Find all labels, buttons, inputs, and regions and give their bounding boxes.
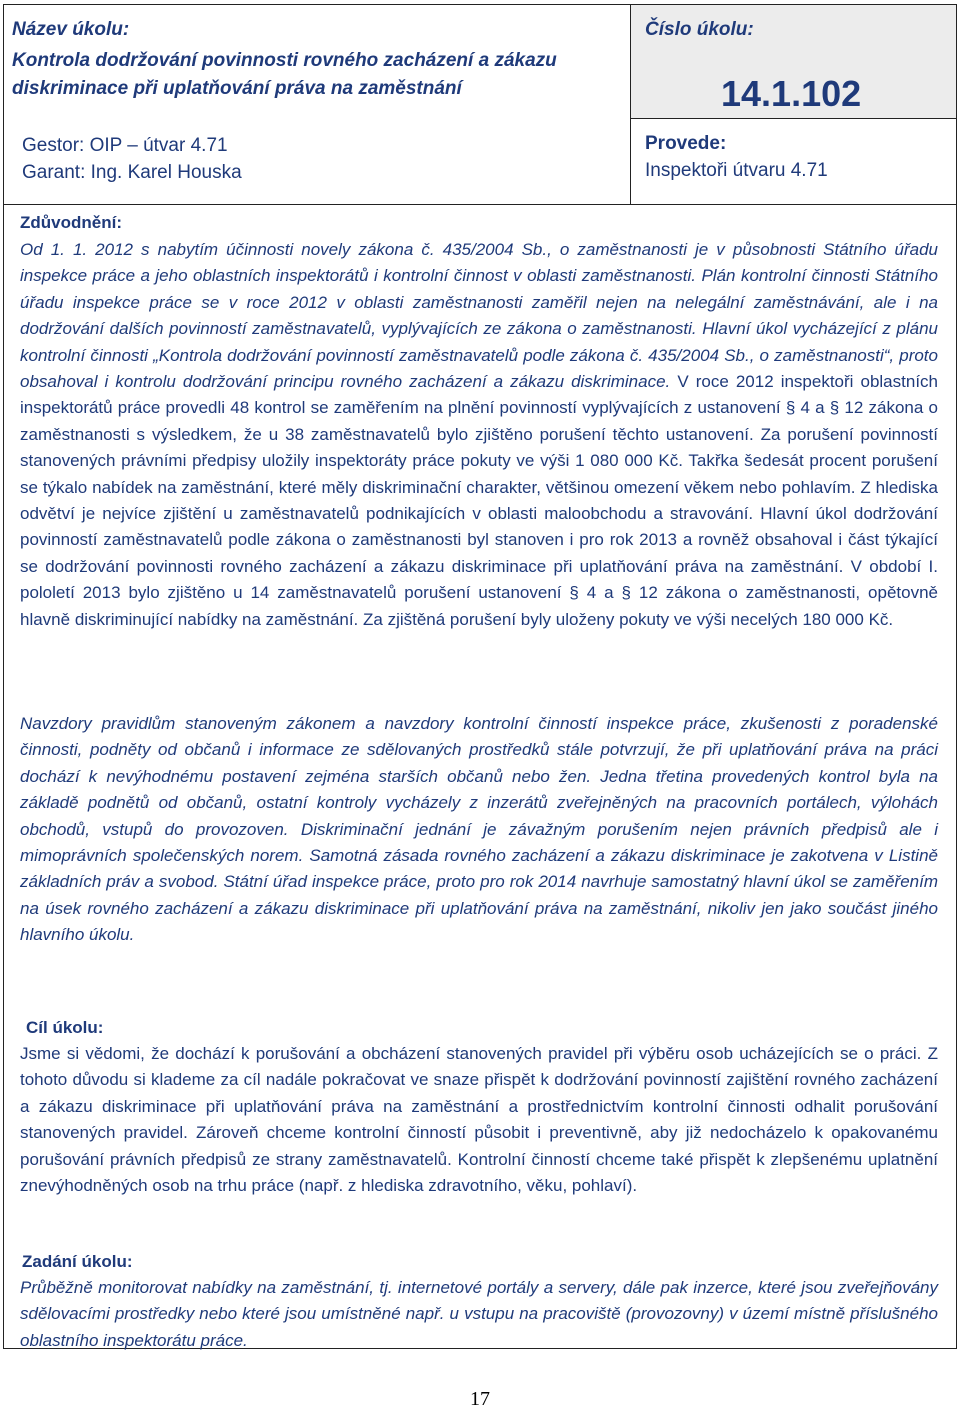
page-number: 17 — [470, 1388, 490, 1410]
zduvodneni-label: Zdůvodnění: — [20, 213, 122, 232]
header-divider — [4, 204, 956, 205]
gestor-text: Gestor: OIP – útvar 4.71 — [22, 135, 228, 156]
zduvodneni-text — [20, 237, 938, 633]
header-right-cell — [631, 5, 956, 204]
task-number: 14.1.102 — [721, 73, 862, 114]
cil-label: Cíl úkolu: — [26, 1018, 104, 1037]
zadani-text: Průběžně monitorovat nabídky na zaměstnání, tj. internetové portály a servery, dále pak inzerce, které jsou zveřejňovány sdělovacími prostředky nebo které jsou umístněné např. u vstupu na pracoviště (provozovny) v území místně příslušného oblastního inspektorátu práce. — [20, 1278, 938, 1350]
cil-text: Jsme si vědomi, že dochází k porušování a obcházení stanovených pravidel při výběru osob ucházejících se o práci. Z tohoto důvodu si klademe za cíl nadále pokračovat ve snaze přispět k dodržování povinností zajištění rovného zacházení a zákazu diskriminace při uplatňování práva na zaměstnání a prostřednictvím kontrolní činnosti odhalit porušování stanovených pravidel. Zároveň chceme kontrolní činností působit i preventivně, aby již nedocházelo k opakovanému porušování právních předpisů ze strany zaměstnavatelů. Kontrolní činností chceme také přispět k zlepšenému uplatnění znevýhodněných osob na trhu práce (např. z hlediska zdravotního, věku, pohlaví). — [20, 1044, 938, 1196]
provede-value: Inspektoři útvaru 4.71 — [645, 160, 828, 181]
title-label: Název úkolu: — [12, 19, 130, 40]
provede-label: Provede: — [645, 133, 727, 154]
garant-text: Garant: Ing. Karel Houska — [22, 162, 242, 183]
header-left-cell — [4, 5, 631, 204]
title-line-2: diskriminace při uplatňování práva na zaměstnání — [12, 78, 462, 99]
zduvodneni-paragraph-2: V roce 2012 inspektoři oblastních inspektorátů práce provedli 48 kontrol se zaměřením na plnění povinností vyplývajících z ustanovení § 4 a § 12 zákona o zaměstnanosti s výsledkem, že u 38 zaměstnavatelů bylo zjištěno porušení těchto ustanovení. Za porušení povinností stanovených právními předpisy uložily inspektoráty práce pokuty ve výši 1 080 000 Kč. Takřka šedesát procent porušení se týkalo nabídek na zaměstnání, které měly diskriminační charakter, většinou omezení věkem nebo pohlavím. Z hlediska odvětví je nejvíce zjištění u zaměstnavatelů podnikajících v oblasti maloobchodu a stravování. Hlavní úkol dodržování povinností zaměstnavatelů podle zákona o zaměstnanosti byl stanoven i pro rok 2013 a rovněž obsahoval i část týkající se dodržování povinnosti rovného zacházení a zákazu diskriminace při uplatňování práva na zaměstnání. V období I. pololetí 2013 bylo zjištěno u 14 zaměstnavatelů porušení ustanovení § 4 a § 12 zákona o zaměstnanosti, opětovně hlavně diskriminující nabídky na zaměstnání. Za zjištěná porušení byly uloženy pokuty ve výši necelých 180 000 Kč. — [20, 372, 938, 629]
task-number-label: Číslo úkolu: — [645, 19, 754, 40]
zduvodneni-paragraph-3: Navzdory pravidlům stanoveným zákonem a navzdory kontrolní činností inspekce práce, zkušenosti z poradenské činnosti, podněty od občanů i informace ze sdělovaných prostředků stále potvrzují, že při uplatňování práva na práci dochází k nevýhodnému postavení zejména starších občanů nebo žen. Jedna třetina provedených kontrol byla na základě podnětů od občanů, ostatní kontroly vycházely z inzerátů zveřejněných na pracovních portálech, výlohách obchodů, vstupů do provozoven. Diskriminační jednání je závažným porušením nejen právních předpisů ale i mimoprávních společenských norem. Samotná zásada rovného zacházení a zákazu diskriminace je zakotvena v Listině základních práv a svobod. Státní úřad inspekce práce, proto pro rok 2014 navrhuje samostatný hlavní úkol se zaměřením na úsek rovného zacházení a zákazu diskriminace při uplatňování práva na zaměstnání, nikoliv jen jako součást jiného hlavního úkolu. — [20, 714, 938, 945]
zadani-label: Zadání úkolu: — [22, 1252, 133, 1271]
title-line-1: Kontrola dodržování povinnosti rovného zacházení a zákazu — [12, 50, 557, 71]
zduvodneni-paragraph-1: Od 1. 1. 2012 s nabytím účinnosti novely zákona č. 435/2004 Sb., o zaměstnanosti je v působnosti Státního úřadu inspekce práce a jeho oblastních inspektorátů i kontrolní činnost v oblasti zaměstnanosti. Plán kontrolní činnosti Státního úřadu inspekce práce se v roce 2012 v oblasti zaměstnanosti zaměřil nejen na nelegální zaměstnávání, ale i na dodržování dalších povinností zaměstnavatelů, vyplývajících ze zákona o zaměstnanosti. Hlavní úkol vycházející z plánu kontrolní činnosti „Kontrola dodržování povinností zaměstnavatelů podle zákona č. 435/2004 Sb., o zaměstnanosti“, proto obsahoval i kontrolu dodržování principu rovného zacházení a zákazu diskriminace. — [20, 240, 938, 392]
task-frame — [3, 4, 957, 1349]
task-number-cell — [631, 5, 956, 119]
